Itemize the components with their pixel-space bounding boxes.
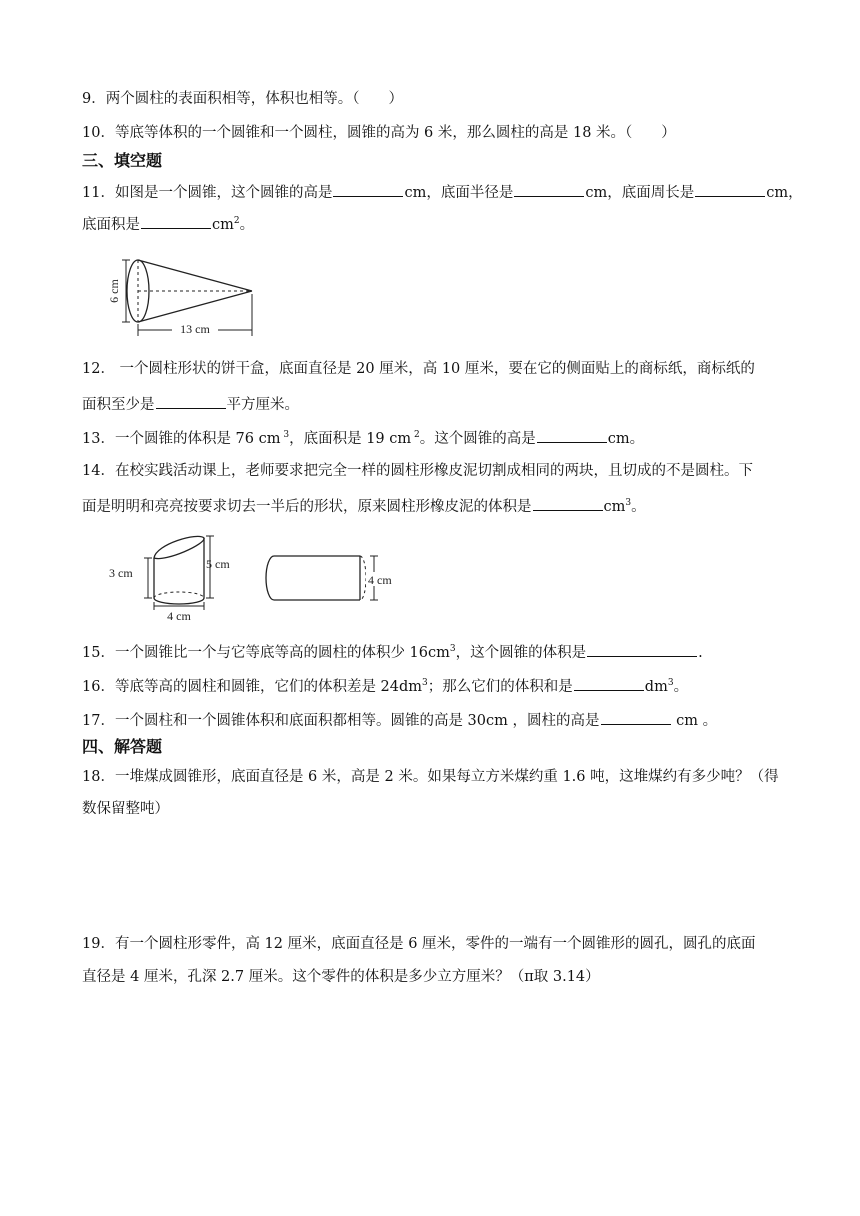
question-11-line-1: 11．如图是一个圆锥，这个圆锥的高是 cm，底面半径是 cm，底面周长是 cm， (82, 181, 812, 203)
cone-height-label: 6 cm (107, 279, 121, 303)
question-14-line-2: 面是明明和亮亮按要求切去一半后的形状，原来圆柱形橡皮泥的体积是 $cm^3$。 (82, 495, 812, 517)
answer-blank[interactable] (587, 641, 697, 657)
cut-cylinder-figure (106, 526, 246, 622)
half-cylinder-figure (262, 548, 412, 608)
question-17: 17．一个圆柱和一个圆锥体积和底面积都相等。圆锥的高是 30cm ，圆柱的高是 cm 。 (82, 709, 812, 731)
question-18-line-1: 18．一堆煤成圆锥形，底面直径是 6 米，高是 2 米。如果每立方米煤约重 1.6 吨，这堆煤约有多少吨？（得 (82, 769, 779, 785)
question-13: 13．一个圆锥的体积是 76 cm $^3$，底面积是 19 cm $^2$。这个圆锥的高是 cm。 (82, 427, 812, 449)
cut-cylinder-right-label: 5 cm (206, 557, 230, 571)
cut-cylinder-left-label: 3 cm (109, 566, 133, 580)
answer-blank[interactable] (533, 495, 603, 511)
answer-blank[interactable] (514, 181, 584, 197)
question-19-line-1: 19．有一个圆柱形零件，高 12 厘米，底面直径是 6 厘米，零件的一端有一个圆锥形的圆孔，圆孔的底面 (82, 936, 756, 952)
question-14-line-1: 14．在校实践活动课上，老师要求把完全一样的圆柱形橡皮泥切割成相同的两块，且切成的不是圆柱。下 (82, 463, 753, 479)
question-19-line-2: 直径是 4 厘米，孔深 2.7 厘米。这个零件的体积是多少立方厘米？（π取 3.14） (82, 969, 600, 985)
section-heading-fill-in: 三、填空题 (82, 151, 163, 170)
question-12-line-1: 12． 一个圆柱形状的饼干盒，底面直径是 20 厘米，高 10 厘米，要在它的侧面贴上的商标纸，商标纸的 (82, 361, 755, 377)
question-9: 9．两个圆柱的表面积相等，体积也相等。（ ） (82, 91, 403, 107)
question-11-line-2: 底面积是 $cm^2$。 (82, 213, 812, 235)
question-10: 10．等底等体积的一个圆锥和一个圆柱，圆锥的高为 6 米，那么圆柱的高是 18 米。（ ） (82, 125, 676, 141)
half-cylinder-label: 4 cm (368, 573, 392, 587)
answer-blank[interactable] (601, 709, 671, 725)
answer-blank[interactable] (156, 393, 226, 409)
answer-blank[interactable] (695, 181, 765, 197)
question-16: 16．等底等高的圆柱和圆锥，它们的体积差是 $24dm^3$；那么它们的体积和是 $dm^3$。 (82, 675, 812, 697)
question-15: 15．一个圆锥比一个与它等底等高的圆柱的体积少 $16cm^3$，这个圆锥的体积是 . (82, 641, 812, 663)
answer-blank[interactable] (141, 213, 211, 229)
answer-blank[interactable] (574, 675, 644, 691)
cone-length-label: 13 cm (180, 322, 210, 336)
answer-blank[interactable] (333, 181, 403, 197)
cut-cylinder-bottom-label: 4 cm (167, 609, 191, 622)
question-18-line-2: 数保留整吨） (82, 801, 169, 817)
section-heading-solve: 四、解答题 (82, 737, 163, 756)
answer-blank[interactable] (537, 427, 607, 443)
question-12-line-2: 面积至少是 平方厘米。 (82, 393, 812, 415)
cone-figure (104, 250, 264, 342)
